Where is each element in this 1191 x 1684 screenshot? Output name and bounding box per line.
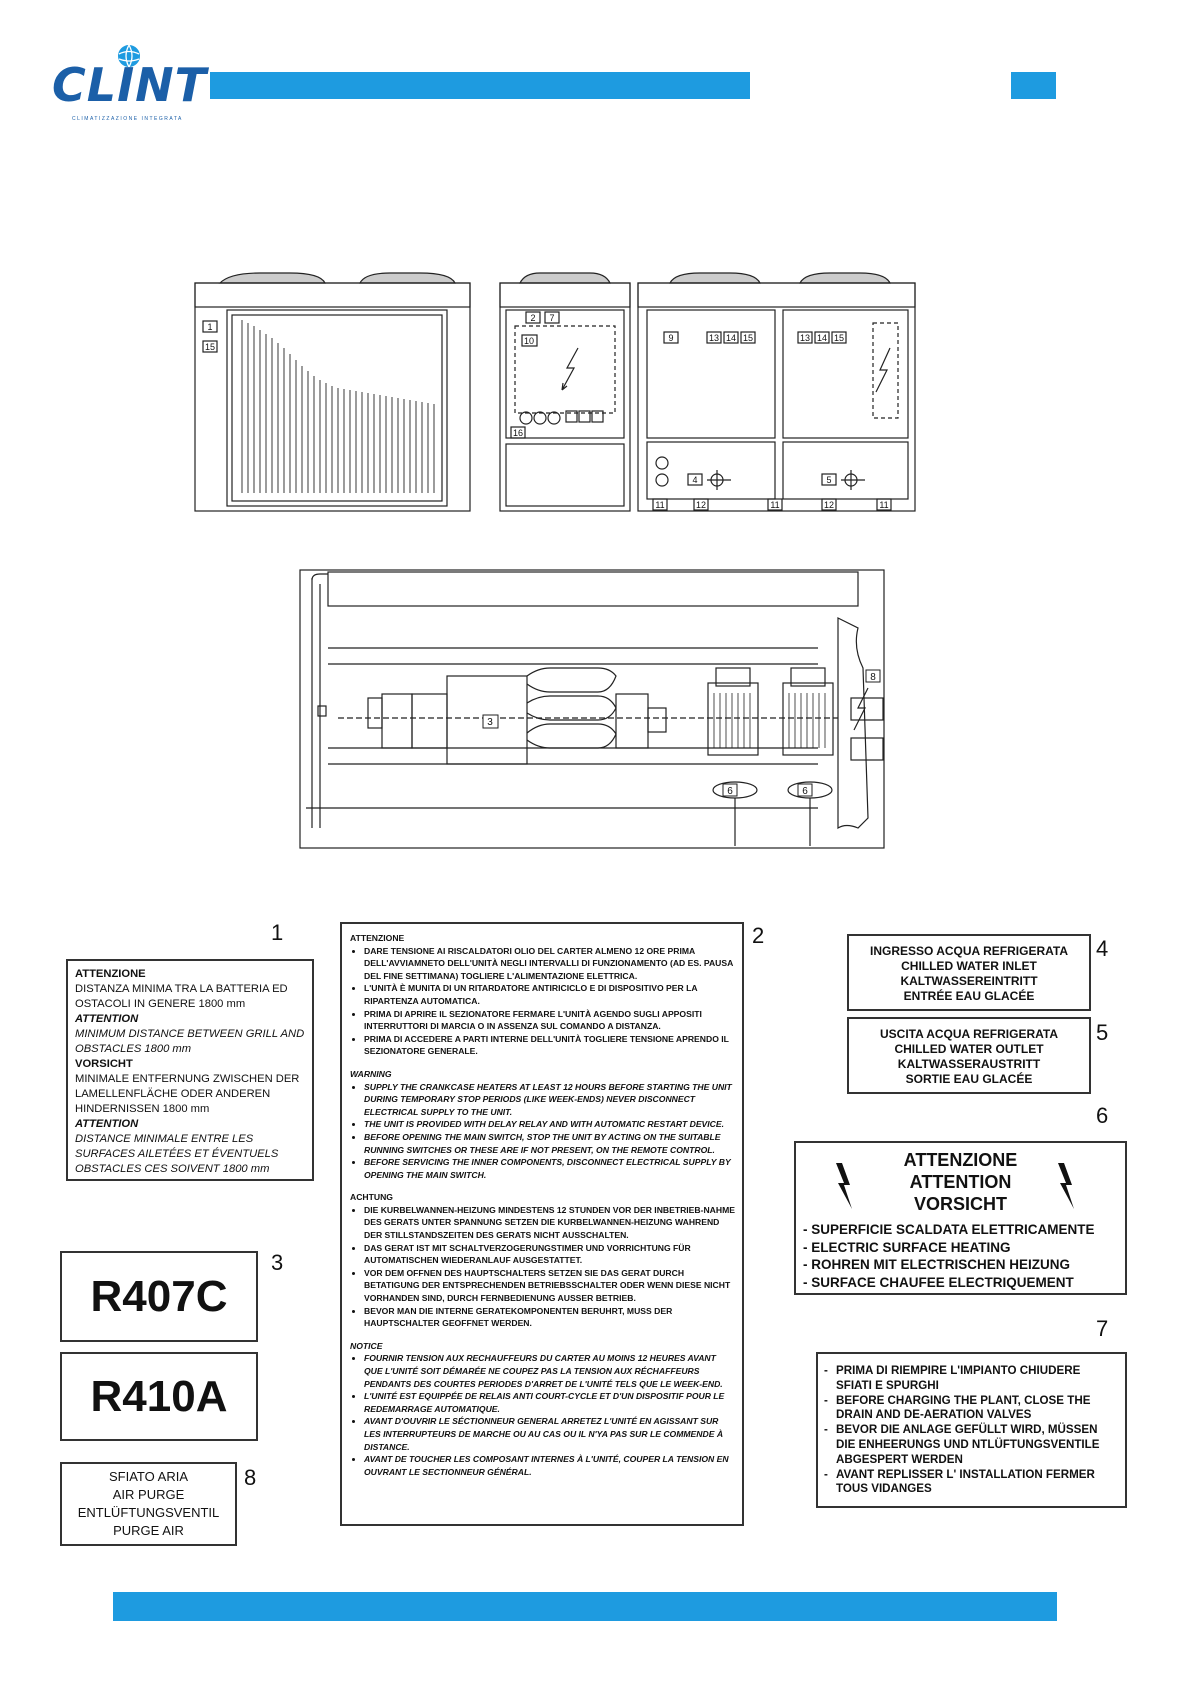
brand-tagline: CLIMATIZZAZIONE INTEGRATA (72, 116, 183, 122)
label-number-6: 6 (1096, 1103, 1109, 1128)
label-1-line: DISTANCE MINIMALE ENTRE LES SURFACES AILETÉES ET ÉVENTUELS OBSTACLES CES SOIVENT 1800 mm (75, 1133, 279, 1175)
header-bar (210, 72, 750, 99)
callout: 11 (770, 500, 780, 510)
front-view (195, 273, 470, 511)
label-number-3: 3 (271, 1250, 284, 1275)
label-7-item: BEFORE CHARGING THE PLANT, CLOSE THE DRAIN AND DE-AERATION VALVES (836, 1393, 1091, 1422)
label-6-title: ATTENZIONE (903, 1150, 1018, 1170)
label-2-item: • BEFORE OPENING THE MAIN SWITCH, STOP THE UNIT BY ACTING ON THE SUITABLE RUNNING SWITCHES OR THESE ARE IF NOT PRESENT, ON THE REMOTE CONTROL. (364, 1131, 736, 1156)
callout: 4 (692, 475, 698, 485)
label-7-row (824, 1394, 1117, 1424)
label-7-row (824, 1364, 1117, 1394)
label-7-item: BEVOR DIE ANLAGE GEFÜLLT WIRD, MÜSSEN DIE ENHEERUNGS UND NTLÜFTUNGSVENTILE ABGESPERT WERDEN (836, 1423, 1100, 1466)
callout: 7 (549, 313, 555, 323)
callout: 11 (879, 500, 889, 510)
bullet-dash-icon: - (824, 1467, 828, 1481)
callout: 9 (668, 333, 674, 343)
label-4-line: ENTRÉE EAU GLACÉE (903, 989, 1035, 1003)
label-4-line: CHILLED WATER INLET (901, 959, 1037, 973)
label-5-line: CHILLED WATER OUTLET (894, 1042, 1044, 1056)
label-1-line: DISTANZA MINIMA TRA LA BATTERIA ED OSTACOLI IN GENERE 1800 mm (75, 983, 288, 1010)
callout: 15 (742, 333, 754, 343)
label-6-item: - SURFACE CHAUFEE ELECTRIQUEMENT (803, 1274, 1074, 1290)
label-number-5: 5 (1096, 1020, 1109, 1045)
label-2-item: • AVANT DE TOUCHER LES COMPOSANT INTERNES À L'UNITÉ, COUPER LA TENSION EN OUVRANT LE SECTIONNEUR GÉNÉRAL. (364, 1453, 736, 1478)
label-2-item: • DARE TENSIONE AI RISCALDATORI OLIO DEL CARTER ALMENO 12 ORE PRIMA DELL'AVVIAMNETO DELL'UNITÀ NEGLI INTERVALLI DI FUNZIONAMENTO (AD ES. PAUSA DEL FINE SETTIMANA) TOGLIERE L'ALIMENTAZIONE ELETTRICA. (364, 945, 736, 983)
callout: 16 (512, 428, 524, 438)
callout: 6 (802, 786, 808, 797)
label-1-line: MINIMUM DISTANCE BETWEEN GRILL AND OBSTACLES 1800 mm (75, 1028, 305, 1055)
bullet-dash-icon: - (824, 1364, 828, 1377)
callout: 12 (695, 500, 707, 510)
label-number-7: 7 (1096, 1316, 1109, 1341)
callout: 6 (727, 786, 733, 797)
label-2-heading: ACHTUNG (350, 1192, 393, 1203)
label-2-item: • FOURNIR TENSION AUX RECHAUFFEURS DU CARTER AU MOINS 12 HEURES AVANT QUE L'UNITÉ SOIT DÉMARÉE NE COUPEZ PAS LA TENSION AUX RÉCHAFFEURS PENDANTS DES COURTES PERIODES D'ARRET DE L'UNITÉ TELS QUE LE WEEK-END. (364, 1352, 736, 1390)
label-2-item: • THE UNIT IS PROVIDED WITH DELAY RELAY AND WITH AUTOMATIC RESTART DEVICE. (364, 1118, 736, 1131)
label-7-item: AVANT REPLISSER L' INSTALLATION FERMER TOUS VIDANGES (836, 1467, 1095, 1496)
label-1-line: VORSICHT (75, 1058, 133, 1070)
callout: 15 (204, 342, 216, 352)
label-5-line: USCITA ACQUA REFRIGERATA (880, 1027, 1058, 1041)
label-6-item: - ELECTRIC SURFACE HEATING (803, 1239, 1011, 1255)
label-7-row (824, 1423, 1117, 1467)
label-number-2: 2 (752, 923, 765, 948)
label-2-list (350, 1204, 736, 1330)
footer-bar (113, 1592, 1057, 1621)
label-8-line: SFIATO ARIA (109, 1469, 188, 1484)
label-number-1: 1 (271, 920, 284, 945)
label-2-item: • DIE KURBELWANNEN-HEIZUNG MINDESTENS 12 STUNDEN VOR DER INBETRIEB-NAHME DES GERATS UNTER SPANNUNG SETZEN DIE KURBELWANNEN-HEIZUNG WAHREND DER STILLSTANDSZEITEN DES GERATS NICHT AUSSCHALTEN. (364, 1204, 736, 1242)
bullet-dash-icon: - (824, 1393, 828, 1407)
label-5-water-outlet (847, 1017, 1091, 1094)
label-2-heading: ATTENZIONE (350, 933, 405, 943)
label-6-title: ATTENTION (909, 1172, 1012, 1192)
label-2-item: • PRIMA DI APRIRE IL SEZIONATORE FERMARE L'UNITÀ AGENDO SUGLI APPOSITI INTERRUTTORI DI MARCIA O IN ASSENZA SUL COMANDO A DISTANZA. (364, 1008, 736, 1033)
label-2-item: • L'UNITÀ È MUNITA DI UN RITARDATORE ANTIRICICLO E DI DISPOSITIVO PER LA RIPARTENZA AUTOMATICA. (364, 982, 736, 1007)
callout: 15 (833, 333, 845, 343)
rear-view (638, 273, 915, 511)
label-2-item: • VOR DEM OFFNEN DES HAUPTSCHALTERS SETZEN SIE DAS GERAT DURCH BETATIGUNG DER ENTSPRECHENDEN BETRIEBSSCHALTER ODER WENN DIESE NICHT VORHANDEN SIND, DURCH FERNBEDIENUNG AUSSER BETRIEB. (364, 1267, 736, 1305)
callout: 8 (870, 672, 876, 683)
label-6-item: - ROHREN MIT ELECTRISCHEN HEIZUNG (803, 1257, 1071, 1272)
label-4-water-inlet (847, 934, 1091, 1011)
label-2-list (350, 1081, 736, 1182)
label-2-warnings (340, 922, 744, 1526)
brand-name: CLINT (52, 58, 208, 112)
label-4-line: INGRESSO ACQUA REFRIGERATA (869, 944, 1068, 958)
label-8-line: ENTLÜFTUNGSVENTIL (77, 1505, 220, 1520)
refrigerant-value: R407C (90, 1271, 228, 1321)
refrigerant-r407c (60, 1251, 258, 1342)
label-2-item: • L'UNITÉ EST EQUIPPÉE DE RELAIS ANTI COURT-CYCLE ET D'UN DISPOSITIF POUR LE REDEMARRAGE AUTOMATIQUE. (364, 1390, 736, 1415)
label-7-row (824, 1468, 1117, 1498)
unit-elevation-drawing (190, 268, 920, 518)
callout: 13 (708, 333, 720, 343)
callout: 3 (487, 717, 493, 728)
label-number-4: 4 (1096, 936, 1109, 961)
label-1-line: ATTENTION (75, 1118, 139, 1130)
label-6-title: VORSICHT (913, 1194, 1007, 1214)
label-2-item: • BEFORE SERVICING THE INNER COMPONENTS, DISCONNECT ELECTRICAL SUPPLY BY OPENING THE MAIN SWITCH. (364, 1156, 736, 1181)
header-bar-right (1011, 72, 1056, 99)
label-number-8: 8 (244, 1465, 257, 1490)
label-2-item: • DAS GERAT IST MIT SCHALTVERZOGERUNGSTIMER UND VORRICHTUNG FÜR AUTOMATISCHEN WIEDERANLAUF AUSGESTATTET. (364, 1242, 736, 1267)
callout: 14 (725, 333, 737, 343)
bullet-dash-icon: - (824, 1423, 828, 1437)
label-2-item: • BEVOR MAN DIE INTERNE GERATEKOMPONENTEN BERUHRT, MUSS DER HAUPTSCHALTER GEOFFNET WERDEN. (364, 1305, 736, 1330)
label-1-line: ATTENTION (75, 1013, 139, 1025)
label-2-heading: NOTICE (350, 1340, 383, 1351)
callout: 13 (799, 333, 811, 343)
label-8-air-purge (60, 1462, 237, 1546)
label-6-electric-heating (794, 1141, 1127, 1295)
unit-plan-drawing (298, 568, 888, 858)
clint-logo (52, 40, 208, 125)
label-2-list (350, 945, 736, 1058)
callout: 14 (816, 333, 828, 343)
label-2-item: • SUPPLY THE CRANKCASE HEATERS AT LEAST 12 HOURS BEFORE STARTING THE UNIT DURING TEMPORARY STOP PERIODS (LIKE WEEK-ENDS) NEVER DISCONNECT ELECTRICAL SUPPLY TO THE UNIT. (364, 1081, 736, 1119)
refrigerant-value: R410A (90, 1371, 228, 1421)
label-4-line: KALTWASSEREINTRITT (900, 974, 1038, 988)
label-7-drain-valves (816, 1352, 1127, 1508)
callout: 12 (823, 500, 835, 510)
callout: 11 (655, 500, 665, 510)
label-1-line: MINIMALE ENTFERNUNG ZWISCHEN DER LAMELLENFLÄCHE ODER ANDEREN HINDERNISSEN 1800 mm (75, 1073, 300, 1115)
label-2-list (350, 1352, 736, 1478)
label-1-min-distance (66, 959, 314, 1181)
callout: 5 (826, 475, 832, 485)
label-1-line: ATTENZIONE (75, 968, 146, 980)
label-2-heading: WARNING (350, 1068, 392, 1079)
callout: 1 (207, 322, 213, 332)
label-5-line: KALTWASSERAUSTRITT (897, 1057, 1041, 1071)
label-8-line: PURGE AIR (113, 1523, 184, 1538)
label-2-item: • PRIMA DI ACCEDERE A PARTI INTERNE DELL'UNITÀ TOGLIERE TENSIONE APRENDO IL SEZIONATORE GENERALE. (364, 1033, 736, 1058)
callout: 2 (530, 313, 536, 323)
callout: 10 (523, 336, 535, 346)
label-8-line: AIR PURGE (112, 1487, 185, 1502)
label-2-item: • AVANT D'OUVRIR LE SÉCTIONNEUR GENERAL ARRETEZ L'UNITÉ EN AGISSANT SUR LES INTERRUPTEURS DE MARCHE OU AU CAS OU IL N'YA PAS SUR LE COMMENDE À DISTANCE. (364, 1415, 736, 1453)
refrigerant-r410a (60, 1352, 258, 1441)
side-view (500, 273, 630, 511)
label-6-item: - SUPERFICIE SCALDATA ELETTRICAMENTE (803, 1222, 1095, 1237)
label-5-line: SORTIE EAU GLACÉE (905, 1072, 1033, 1086)
label-7-item: PRIMA DI RIEMPIRE L'IMPIANTO CHIUDERE SFIATI E SPURGHI (836, 1364, 1081, 1392)
